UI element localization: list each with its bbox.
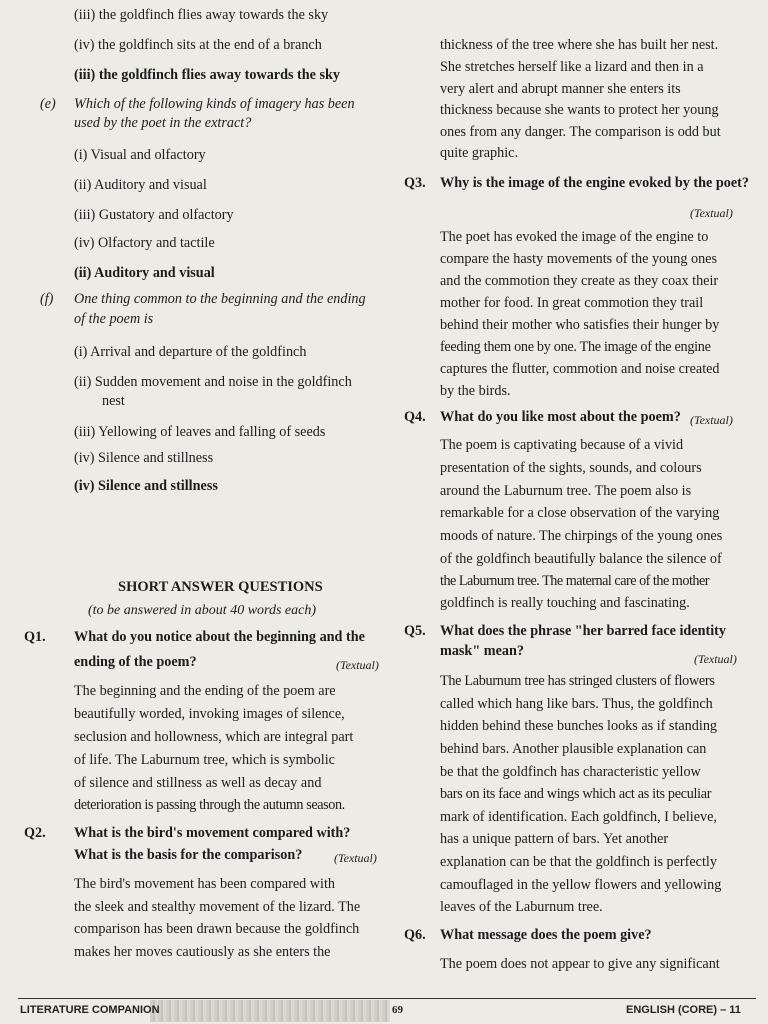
footer-book-title: LITERATURE COMPANION [20, 1004, 160, 1016]
footer-divider [18, 998, 756, 999]
answer3-line: captures the flutter, commotion and noise created [440, 361, 720, 377]
answer3-line: mother for food. In great commotion they trail [440, 295, 704, 311]
answer2-line: comparison has been drawn because the goldfinch [74, 921, 360, 937]
option-f-iii: (iii) Yellowing of leaves and falling of seeds [74, 424, 326, 440]
q2-line1: What is the bird's movement compared with? [74, 825, 351, 841]
q4-number: Q4. [404, 409, 426, 425]
answer1-line: seclusion and hollowness, which are integral part [74, 729, 354, 745]
q1-textual-tag: (Textual) [336, 658, 379, 672]
q2-number: Q2. [24, 825, 46, 841]
answer2-line: makes her moves cautiously as she enters the [74, 944, 331, 960]
answer4-line: moods of nature. The chirpings of the young ones [440, 528, 723, 544]
option-d-iv: (iv) the goldfinch sits at the end of a branch [74, 37, 322, 53]
option-f-ii-line1: (ii) Sudden movement and noise in the goldfinch [74, 374, 352, 390]
answer5-line: camouflaged in the yellow flowers and yellowing [440, 877, 722, 893]
q5-number: Q5. [404, 623, 426, 639]
question-e-label: (e) [40, 96, 56, 112]
answer3-line: compare the hasty movements of the young ones [440, 251, 717, 267]
footer-subject: ENGLISH (CORE) – 11 [626, 1004, 741, 1016]
answer3-line: and the commotion they create as they coax their [440, 273, 719, 289]
answer1-line: of silence and stillness as well as decay and [74, 775, 322, 791]
answer2-line: The bird's movement has been compared with [74, 876, 336, 892]
question-f-label: (f) [40, 291, 54, 307]
q6-text: What message does the poem give? [440, 927, 652, 943]
section-subtitle: (to be answered in about 40 words each) [88, 603, 316, 618]
answer5-line: called which hang like bars. Thus, the goldfinch [440, 696, 713, 712]
q5-line1: What does the phrase "her barred face identity [440, 623, 726, 639]
answer2-cont-line: ones from any danger. The comparison is odd but [440, 124, 721, 140]
option-e-ii: (ii) Auditory and visual [74, 177, 207, 193]
answer5-line: leaves of the Laburnum tree. [440, 899, 603, 915]
answer2-cont-line: thickness of the tree where she has built her nest. [440, 37, 719, 53]
q6-number: Q6. [404, 927, 426, 943]
q3-textual-tag: (Textual) [690, 206, 733, 220]
answer2-line: the sleek and stealthy movement of the lizard. The [74, 899, 361, 915]
answer5-line: explanation can be that the goldfinch is perfectly [440, 854, 717, 870]
q5-textual-tag: (Textual) [694, 652, 737, 666]
q1-number: Q1. [24, 629, 46, 645]
answer2-cont-line: very alert and abrupt manner she enters its [440, 81, 681, 97]
q2-line2: What is the basis for the comparison? [74, 847, 303, 863]
option-f-ii-line2: nest [102, 393, 125, 409]
answer5-line: mark of identification. Each goldfinch, I believe, [440, 809, 717, 825]
q3-number: Q3. [404, 175, 426, 191]
q1-line2: ending of the poem? [74, 654, 197, 670]
answer6-line: The poem does not appear to give any significant [440, 956, 720, 972]
q4-textual-tag: (Textual) [690, 413, 733, 427]
answer1-line: The beginning and the ending of the poem are [74, 683, 336, 699]
option-d-iii: (iii) the goldfinch flies away towards the sky [74, 7, 329, 23]
answer1-line: of life. The Laburnum tree, which is symbolic [74, 752, 335, 768]
answer5-line: hidden behind these bunches looks as if standing [440, 718, 718, 734]
question-f-line1: One thing common to the beginning and the ending [74, 291, 366, 307]
answer5-line: The Laburnum tree has stringed clusters of flowers [440, 673, 715, 689]
section-title: SHORT ANSWER QUESTIONS [118, 579, 323, 595]
option-f-i: (i) Arrival and departure of the goldfinch [74, 344, 307, 360]
question-f-line2: of the poem is [74, 311, 154, 327]
page-number: 69 [392, 1004, 403, 1016]
question-e-line1: Which of the following kinds of imagery has been [74, 96, 355, 112]
answer5-line: has a unique pattern of bars. Yet another [440, 831, 669, 847]
answer5-line: bars on its face and wings which act as its peculiar [440, 786, 712, 802]
answer4-line: presentation of the sights, sounds, and colours [440, 460, 702, 476]
q3-text: Why is the image of the engine evoked by the poet? [440, 175, 749, 191]
option-e-iv: (iv) Olfactory and tactile [74, 235, 215, 251]
answer3-line: feeding them one by one. The image of the engine [440, 339, 711, 355]
answer-d: (iii) the goldfinch flies away towards the sky [74, 67, 341, 83]
q4-text: What do you like most about the poem? [440, 409, 681, 425]
q5-line2: mask" mean? [440, 643, 524, 659]
option-f-iv: (iv) Silence and stillness [74, 450, 214, 466]
answer4-line: of the goldfinch beautifully balance the silence of [440, 551, 722, 567]
answer-e: (ii) Auditory and visual [74, 265, 215, 281]
answer2-cont-line: thickness because she wants to protect her young [440, 102, 719, 118]
answer4-line: goldfinch is really touching and fascinating. [440, 595, 690, 611]
question-e-line2: used by the poet in the extract? [74, 115, 252, 131]
answer3-line: The poet has evoked the image of the engine to [440, 229, 709, 245]
answer1-line: deterioration is passing through the autumn season. [74, 797, 345, 813]
option-e-iii: (iii) Gustatory and olfactory [74, 207, 234, 223]
option-e-i: (i) Visual and olfactory [74, 147, 206, 163]
answer4-line: the Laburnum tree. The maternal care of the mother [440, 573, 709, 589]
answer-f: (iv) Silence and stillness [74, 478, 218, 494]
answer2-cont-line: quite graphic. [440, 145, 519, 161]
q1-line1: What do you notice about the beginning and the [74, 629, 365, 645]
answer4-line: remarkable for a close observation of the varying [440, 505, 720, 521]
answer2-cont-line: She stretches herself like a lizard and then in a [440, 59, 704, 75]
answer5-line: behind bars. Another plausible explanation can [440, 741, 707, 757]
answer3-line: by the birds. [440, 383, 511, 399]
answer3-line: behind their mother who satisfies their hunger by [440, 317, 720, 333]
answer1-line: beautifully worded, invoking images of silence, [74, 706, 345, 722]
answer4-line: The poem is captivating because of a vivid [440, 437, 684, 453]
scan-smudge [150, 1000, 390, 1022]
q2-textual-tag: (Textual) [334, 851, 377, 865]
answer4-line: around the Laburnum tree. The poem also is [440, 483, 692, 499]
answer5-line: be that the goldfinch has characteristic yellow [440, 764, 701, 780]
